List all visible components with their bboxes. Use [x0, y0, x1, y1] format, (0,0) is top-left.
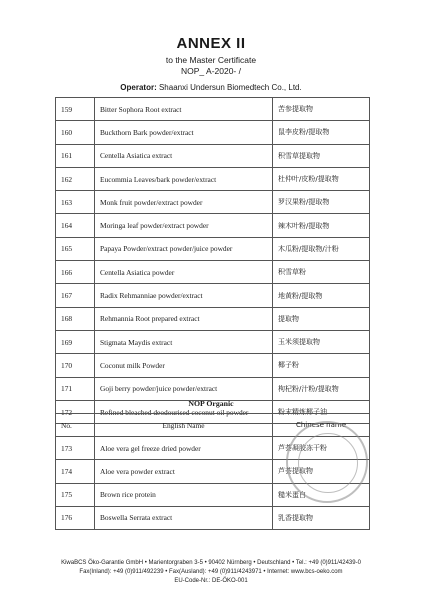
english-name: Papaya Powder/extract powder/juice powder: [95, 237, 273, 260]
english-name: Stigmata Maydis extract: [95, 330, 273, 353]
table-row: [56, 377, 370, 400]
english-name: Monk fruit powder/extract powder: [95, 191, 273, 214]
chinese-name: 玉米须提取物: [273, 330, 370, 353]
table-row: [56, 237, 370, 260]
row-number: 175: [56, 483, 95, 506]
table-row: [56, 284, 370, 307]
english-name: Refined bleached deodourised coconut oil powder: [95, 400, 273, 423]
chinese-name: 积雪草粉: [273, 261, 370, 284]
products-table: [55, 97, 370, 424]
english-name: Brown rice protein: [95, 483, 273, 506]
english-name: Centella Asiatica extract: [95, 144, 273, 167]
organic-section-title: NOP Organic: [188, 399, 234, 408]
chinese-name: 杜仲叶/皮粉/提取物: [273, 167, 370, 190]
table-row: [56, 261, 370, 284]
chinese-name: 椰子粉: [273, 354, 370, 377]
row-number: 173: [56, 437, 95, 460]
chinese-name: 辣木叶粉/提取物: [273, 214, 370, 237]
row-number: 164: [56, 214, 95, 237]
chinese-name: 木瓜粉/提取物/汁粉: [273, 237, 370, 260]
chinese-name: 鼠李皮粉/提取物: [273, 121, 370, 144]
chinese-name: 乳香提取物: [273, 506, 370, 529]
chinese-name: 枸杞粉/汁粉/提取物: [273, 377, 370, 400]
table-row: [56, 354, 370, 377]
row-number: 159: [56, 98, 95, 121]
row-number: 160: [56, 121, 95, 144]
table-row: [56, 307, 370, 330]
table-row: [56, 214, 370, 237]
column-header-chinese: Chinese name: [273, 414, 370, 437]
row-number: 169: [56, 330, 95, 353]
row-number: 176: [56, 506, 95, 529]
english-name: Boswella Serrata extract: [95, 506, 273, 529]
english-name: Centella Asiatica powder: [95, 261, 273, 284]
table-row: [56, 98, 370, 121]
chinese-name: 芦荟提取物: [273, 460, 370, 483]
operator-line: [0, 83, 422, 92]
english-name: Coconut milk Powder: [95, 354, 273, 377]
operator-value: Shaanxi Undersun Biomedtech Co., Ltd.: [158, 83, 302, 92]
table-row: [56, 144, 370, 167]
table-row: [56, 330, 370, 353]
row-number: 171: [56, 377, 95, 400]
annex-title: ANNEX II: [176, 35, 246, 52]
english-name: Rehmannia Root prepared extract: [95, 307, 273, 330]
chinese-name: 地黄粉/提取物: [273, 284, 370, 307]
row-number: 161: [56, 144, 95, 167]
row-number: 162: [56, 167, 95, 190]
english-name: Moringa leaf powder/extract powder: [95, 214, 273, 237]
english-name: Buckthorn Bark powder/extract: [95, 121, 273, 144]
row-number: 170: [56, 354, 95, 377]
chinese-name: 苦参提取物: [273, 98, 370, 121]
row-number: 163: [56, 191, 95, 214]
row-number: 167: [56, 284, 95, 307]
table-row: [56, 167, 370, 190]
english-name: Bitter Sophora Root extract: [95, 98, 273, 121]
column-header-no: No.: [56, 414, 95, 437]
table-row: [56, 191, 370, 214]
row-number: 166: [56, 261, 95, 284]
english-name: Aloe vera powder extract: [95, 460, 273, 483]
annex-subtitle: to the Master Certificate: [165, 55, 257, 65]
row-number: 172: [56, 400, 95, 423]
column-header-english: English Name: [95, 414, 273, 437]
certificate-number: NOP_ A-2020- /: [180, 66, 241, 76]
certification-stamp: [286, 421, 368, 503]
chinese-name: 罗汉果粉/提取物: [273, 191, 370, 214]
english-name: Goji berry powder/juice powder/extract: [95, 377, 273, 400]
chinese-name: 芦荟凝胶冻干粉: [273, 437, 370, 460]
table-row: [56, 121, 370, 144]
footer-eu-code: EU-Code-Nr.: DE-ÖKO-001: [174, 578, 248, 584]
english-name: Radix Rehmanniae powder/extract: [95, 284, 273, 307]
table-row: [56, 506, 370, 529]
english-name: Eucommia Leaves/bark powder/extract: [95, 167, 273, 190]
chinese-name: 粉末精炼椰子油: [273, 400, 370, 423]
chinese-name: 糙米蛋白: [273, 483, 370, 506]
footer-contact: Fax(Inland): +49 (0)911/492239 • Fax(Ausland): +49 (0)911/4243971 • Internet: www.bcs-oeko.com: [79, 569, 343, 575]
row-number: 174: [56, 460, 95, 483]
footer-address: KiwaBCS Öko-Garantie GmbH • Marientorgraben 3-5 • 90402 Nürnberg • Deutschland • Tel.: +49 (0)911/42439-0: [61, 560, 361, 566]
operator-label: Operator:: [120, 83, 157, 92]
english-name: Aloe vera gel freeze dried powder: [95, 437, 273, 460]
chinese-name: 积雪草提取物: [273, 144, 370, 167]
chinese-name: 提取物: [273, 307, 370, 330]
row-number: 168: [56, 307, 95, 330]
row-number: 165: [56, 237, 95, 260]
